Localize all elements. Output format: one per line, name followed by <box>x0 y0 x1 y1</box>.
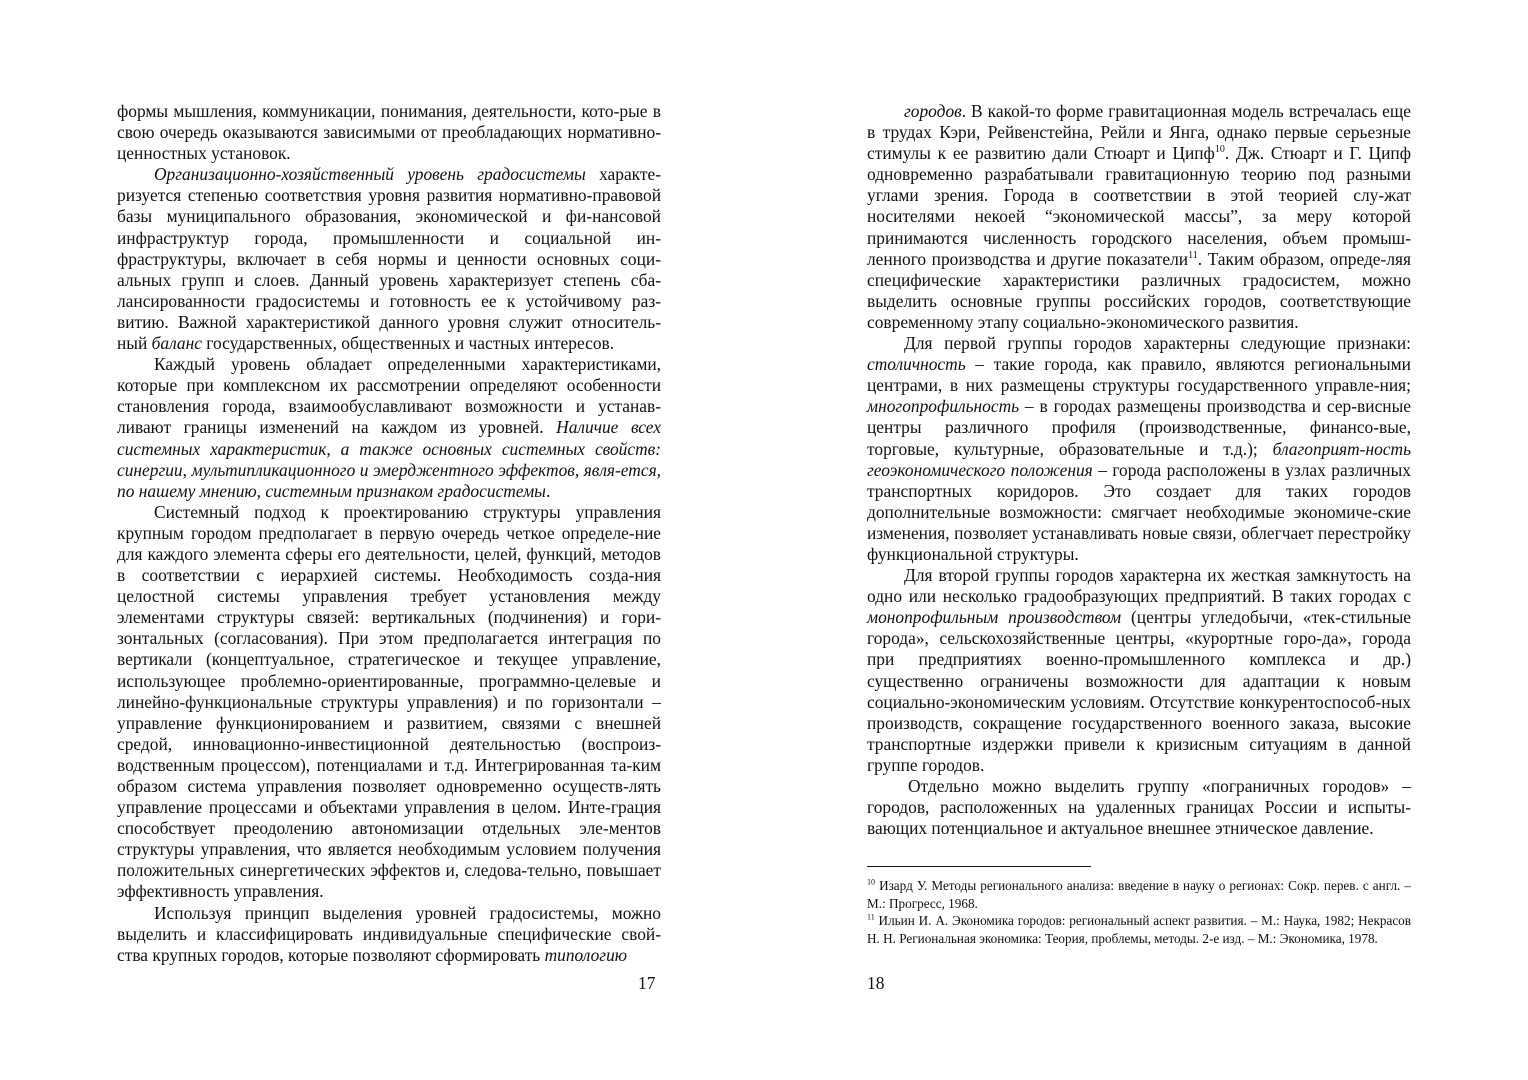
footnotes <box>867 877 1411 947</box>
right-page-text <box>867 101 1411 839</box>
italic-term: многопрофильность <box>867 396 1020 417</box>
page-number: 18 <box>867 973 885 993</box>
footnote-mark: 11 <box>867 912 875 922</box>
paragraph: Отдельно можно выделить группу «пограничных городов» – городов, расположенных на удаленных границах России и испыты-вающих потенциальное и актуальное внешнее этническое давление. <box>867 776 1411 839</box>
footnote-ref[interactable]: 11 <box>1188 249 1198 261</box>
footnote-mark: 10 <box>867 877 875 887</box>
paragraph: Каждый уровень обладает определенными характеристиками, которые при комплексном их рассмотрении определяют особенности становления города, взаимообуславливают возможности и устанав-ливают границы изменений на каждом из уровней. Наличие всех системных характеристик, а также основных системных свойств: синергии, мультипликационного и эмерджентного эффектов, явля-ется, по нашему мнению, системным признаком градосистемы. <box>117 354 661 501</box>
right-page <box>764 0 1528 1080</box>
italic-term: баланс <box>151 333 202 354</box>
italic-term: благоприят-ность геоэкономического положения <box>867 438 1411 480</box>
footnote: $^{11}$ Ильин И. А. Экономика городов: региональный аспект развития. – М.: Наука, 1982; Некрасов Н. Н. Региональная экономика: Теория, проблемы, методы. 2-е изд. – М.: Экономика, 1978. <box>867 912 1411 946</box>
paragraph: Для второй группы городов характерна их жесткая замкнутость на одно или несколько градообразующих предприятий. В таких городах с монопрофильным производством (центры угледобычи, «тек-стильные города», сельскохозяйственные центры, «курортные горо-да», города при предприятиях военно-промышленного комплекса и др.) существенно ограничены возможности для адаптации к новым социально-экономическим условиям. Отсутствие конкурентоспособ-ных производств, сокращение государственного военного заказа, высокие транспортные издержки привели к кризисным ситуациям в данной группе городов. <box>867 565 1411 775</box>
page-number: 17 <box>638 973 656 993</box>
paragraph: Для первой группы городов характерны следующие признаки: столичность – такие города, как правило, являются региональными центрами, в них размещены структуры государственного управле-ния; многопрофильность – в городах размещены производства и сер-висные центры различного профиля (производственные, финансо-вые, торговые, культурные, образовательные и т.д.); благоприят-ность геоэкономического положения – города расположены в узлах различных транспортных коридоров. Это создает для таких городов дополнительные возможности: смягчает необходимые экономиче-ские изменения, позволяет устанавливать новые связи, облегчает перестройку функциональной структуры. <box>867 333 1411 564</box>
italic-term: столичность <box>867 354 966 375</box>
paragraph: Организационно-хозяйственный уровень градосистемы характе-ризуется степенью соответствия уровня развития нормативно-правовой базы муниципального образования, экономической и фи-нансовой инфраструктур города, промышленности и социальной ин-фраструктуры, включает в себя нормы и ценности основных соци-альных групп и слоев. Данный уровень характеризует степень сба-лансированности градосистемы и готовность ее к устойчивому раз-витию. Важной характеристикой данного уровня служит относитель-ный баланс государственных, общественных и частных интересов. <box>117 164 661 354</box>
italic-term: Организационно-хозяйственный уровень градосистемы <box>154 164 586 185</box>
paragraph: формы мышления, коммуникации, понимания, деятельности, кото-рые в свою очередь оказываются зависимыми от преобладающих нормативно-ценностных установок. <box>117 101 661 164</box>
footnote-divider <box>867 866 1091 867</box>
italic-term: типологию <box>544 944 628 965</box>
italic-emphasis: Наличие всех системных характеристик, а также основных системных свойств: синергии, мультипликационного и эмерджентного эффектов, явля-ется, по нашему мнению, системным признаком градосистемы <box>117 417 661 501</box>
italic-term: городов <box>904 101 962 121</box>
paragraph: городов. В какой-то форме гравитационная модель встречалась еще в трудах Кэри, Рейвенстейна, Рейли и Янга, однако первые серьезные стимулы к ее развитию дали Стюарт и Ципф$^{10}$. Дж. Стюарт и Г. Ципф одновременно разрабатывали гравитационную теорию под разными углами зрения. Города в соответствии в этой теорией слу-жат носителями некоей “экономической массы”, за меру которой принимаются численность городского населения, объем промыш-ленного производства и другие показатели$^{11}$. Таким образом, опреде-ляя специфические характеристики различных градосистем, можно выделить основные группы российских городов, соответствующие современному этапу социально-экономического развития. <box>867 101 1411 332</box>
footnote: $^{10}$ Изард У. Методы регионального анализа: введение в науку о регионах: Сокр. перев. с англ. – М.: Прогресс, 1968. <box>867 877 1411 911</box>
left-page-text <box>117 101 661 966</box>
paragraph: Используя принцип выделения уровней градосистемы, можно выделить и классифицировать индивидуальные специфические свой-ства крупных городов, которые позволяют сформировать типологию <box>117 902 661 965</box>
footnote-ref[interactable]: 10 <box>1214 144 1225 156</box>
italic-term: монопрофильным производством <box>867 607 1122 628</box>
paragraph: Системный подход к проектированию структуры управления крупным городом предполагает в первую очередь четкое определе-ние для каждого элемента сферы его деятельности, целей, функций, методов в соответствии с иерархией системы. Необходимость созда-ния целостной системы управления требует установления между элементами структуры связей: вертикальных (подчинения) и гори-зонтальных (согласования). При этом предполагается интеграция по вертикали (концептуальное, стратегическое и текущее управление, использующее проблемно-ориентированные, программно-целевые и линейно-функциональные структуры управления) и по горизонтали – управление функционированием и развитием, связями с внешней средой, инновационно-инвестиционной деятельностью (воспроиз-водственным процессом), потенциалами и т.д. Интегрированная та-ким образом система управления позволяет одновременно осуществ-лять управление процессами и объектами управления в целом. Инте-грация способствует преодолению автономизации отдельных эле-ментов структуры управления, что является необходимым условием получения положительных синергетических эффектов и, следова-тельно, повышает эффективность управления. <box>117 501 661 902</box>
